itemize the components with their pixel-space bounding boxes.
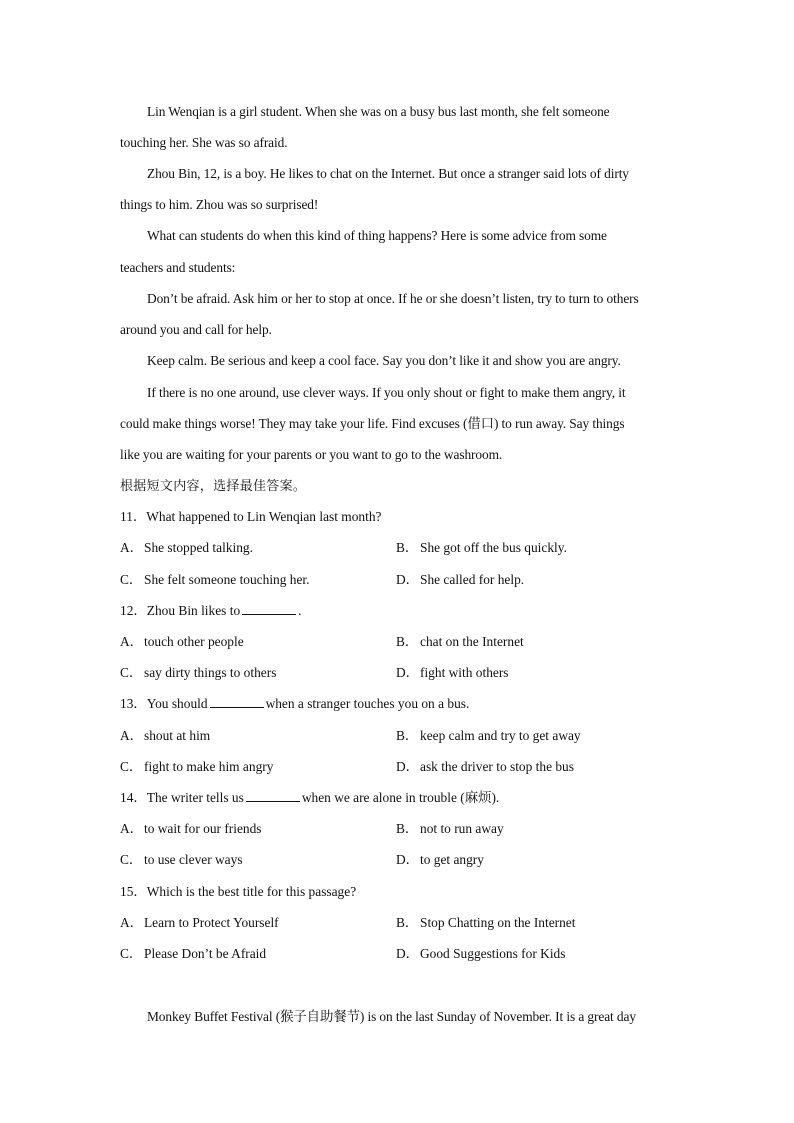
- passage-paragraph-2-line-1: Zhou Bin, 12, is a boy. He likes to chat on the Internet. But once a stranger said lots of dirty: [147, 166, 629, 181]
- question-15-option-c[interactable]: [120, 945, 266, 963]
- option-letter: D．: [396, 759, 420, 774]
- passage-paragraph-1-line-1: Lin Wenqian is a girl student. When she was on a busy bus last month, she felt someone: [147, 104, 610, 119]
- option-letter: A．: [120, 634, 144, 649]
- answer-blank[interactable]: [242, 602, 296, 615]
- answer-blank[interactable]: [210, 695, 264, 708]
- option-letter: A．: [120, 915, 144, 930]
- passage-paragraph-2-line-2: things to him. Zhou was so surprised!: [120, 197, 319, 212]
- question-14-option-c[interactable]: [120, 851, 243, 869]
- option-letter: D．: [396, 665, 420, 680]
- question-13-option-c[interactable]: [120, 758, 273, 776]
- option-letter: C．: [120, 946, 143, 961]
- option-text: Good Suggestions for Kids: [420, 946, 566, 961]
- option-text: She felt someone touching her.: [144, 572, 310, 587]
- option-letter: C．: [120, 665, 143, 680]
- option-letter: B．: [396, 728, 419, 743]
- option-text: She called for help.: [420, 572, 525, 587]
- option-letter: A．: [120, 728, 144, 743]
- question-15-option-b[interactable]: [396, 914, 575, 932]
- passage-paragraph-4-line-1: Don’t be afraid. Ask him or her to stop at once. If he or she doesn’t listen, try to turn to others: [147, 291, 639, 306]
- question-12-stem: [120, 602, 302, 620]
- question-stem-text: 12．Zhou Bin likes to: [120, 603, 241, 618]
- option-letter: C．: [120, 852, 143, 867]
- option-text: touch other people: [144, 634, 244, 649]
- question-14-stem: [120, 789, 499, 807]
- question-stem-text-after: when a stranger touches you on a bus.: [265, 696, 470, 711]
- passage-paragraph-3-line-1: What can students do when this kind of thing happens? Here is some advice from some: [147, 228, 607, 243]
- passage-paragraph-6-line-1: If there is no one around, use clever ways. If you only shout or fight to make them angry, it: [147, 385, 626, 400]
- option-text: to use clever ways: [144, 852, 243, 867]
- question-stem-text: 13．You should: [120, 696, 208, 711]
- question-stem-text: 15．Which is the best title for this passage?: [120, 884, 357, 899]
- option-text: chat on the Internet: [420, 634, 524, 649]
- option-text: She got off the bus quickly.: [420, 540, 567, 555]
- passage-paragraph-6-line-3: like you are waiting for your parents or you want to go to the washroom.: [120, 447, 503, 462]
- question-12-option-d[interactable]: [396, 664, 509, 682]
- question-13-option-d[interactable]: [396, 758, 574, 776]
- option-text: Please Don’t be Afraid: [144, 946, 267, 961]
- question-15-stem: [120, 883, 356, 901]
- question-12-option-b[interactable]: [396, 633, 524, 651]
- option-text: Stop Chatting on the Internet: [420, 915, 576, 930]
- question-12-option-a[interactable]: [120, 633, 244, 651]
- option-text: fight to make him angry: [144, 759, 274, 774]
- question-13-option-b[interactable]: [396, 727, 581, 745]
- question-stem-text-after: .: [298, 603, 302, 618]
- option-letter: A．: [120, 540, 144, 555]
- option-letter: B．: [396, 634, 419, 649]
- option-letter: B．: [396, 821, 419, 836]
- question-stem-text-after: when we are alone in trouble (麻烦).: [301, 790, 500, 805]
- option-letter: B．: [396, 915, 419, 930]
- option-text: to get angry: [420, 852, 484, 867]
- next-passage-line-1: Monkey Buffet Festival (猴子自助餐节) is on the last Sunday of November. It is a great day: [147, 1009, 636, 1024]
- option-letter: A．: [120, 821, 144, 836]
- question-13-stem: [120, 695, 469, 713]
- option-text: not to run away: [420, 821, 504, 836]
- question-11-stem: [120, 508, 381, 526]
- option-text: say dirty things to others: [144, 665, 277, 680]
- passage-paragraph-1-line-2: touching her. She was so afraid.: [120, 135, 288, 150]
- option-text: She stopped talking.: [144, 540, 253, 555]
- option-letter: D．: [396, 572, 420, 587]
- passage-paragraph-5-line-1: Keep calm. Be serious and keep a cool face. Say you don’t like it and show you are angry.: [147, 353, 621, 368]
- question-14-option-b[interactable]: [396, 820, 504, 838]
- question-stem-text: 11．What happened to Lin Wenqian last month?: [120, 509, 382, 524]
- passage-paragraph-3-line-2: teachers and students:: [120, 260, 236, 275]
- question-11-option-c[interactable]: [120, 571, 310, 589]
- question-13-option-a[interactable]: [120, 727, 210, 745]
- option-letter: B．: [396, 540, 419, 555]
- option-letter: D．: [396, 852, 420, 867]
- question-14-option-a[interactable]: [120, 820, 262, 838]
- option-letter: C．: [120, 759, 143, 774]
- option-text: fight with others: [420, 665, 509, 680]
- question-15-option-a[interactable]: [120, 914, 279, 932]
- passage-paragraph-6-line-2: could make things worse! They may take your life. Find excuses (借口) to run away. Say things: [120, 416, 625, 431]
- question-14-option-d[interactable]: [396, 851, 484, 869]
- question-11-option-b[interactable]: [396, 539, 567, 557]
- option-text: shout at him: [144, 728, 211, 743]
- question-12-option-c[interactable]: [120, 664, 276, 682]
- instruction-text: 根据短文内容，选择最佳答案。: [120, 479, 307, 494]
- question-stem-text: 14．The writer tells us: [120, 790, 244, 805]
- option-letter: D．: [396, 946, 420, 961]
- option-text: Learn to Protect Yourself: [144, 915, 279, 930]
- passage-paragraph-4-line-2: around you and call for help.: [120, 322, 272, 337]
- option-text: to wait for our friends: [144, 821, 262, 836]
- option-text: keep calm and try to get away: [420, 728, 581, 743]
- question-15-option-d[interactable]: [396, 945, 565, 963]
- answer-blank[interactable]: [246, 789, 300, 802]
- question-11-option-d[interactable]: [396, 571, 524, 589]
- option-text: ask the driver to stop the bus: [420, 759, 574, 774]
- option-letter: C．: [120, 572, 143, 587]
- question-11-option-a[interactable]: [120, 539, 253, 557]
